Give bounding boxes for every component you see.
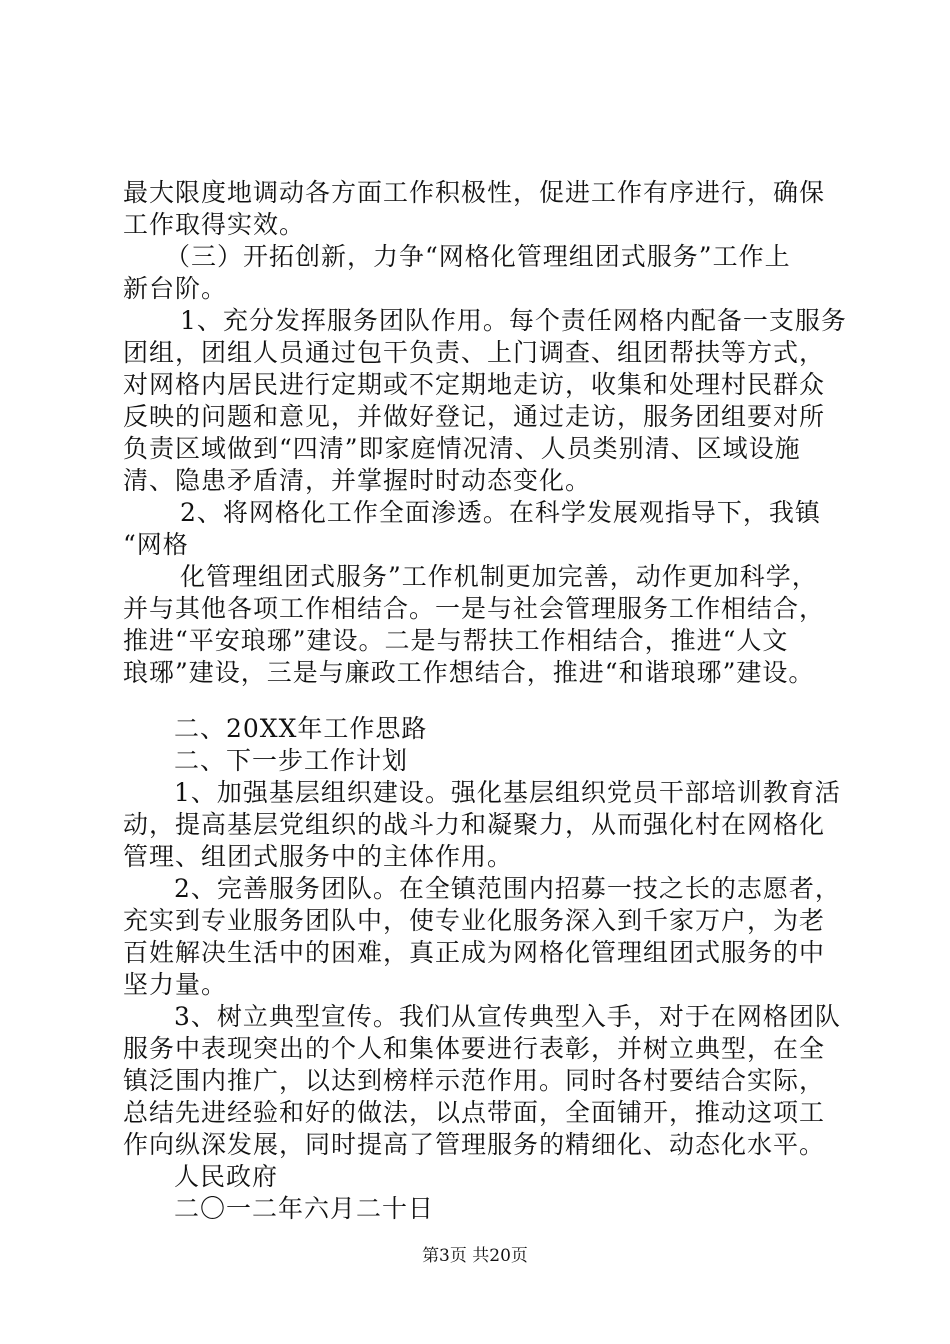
page-number-footer: 第3页 共20页	[422, 1246, 528, 1266]
body-text-line: 2、将网格化工作全面渗透。在科学发展观指导下，我镇	[180, 498, 821, 527]
body-text-line: 并与其他各项工作相结合。一是与社会管理服务工作相结合，	[123, 594, 826, 623]
body-text-line: 化管理组团式服务”工作机制更加完善，动作更加科学，	[180, 562, 818, 591]
body-text-line: “网格	[123, 530, 189, 559]
body-text-line: 总结先进经验和好的做法，以点带面，全面铺开，推动这项工	[123, 1098, 826, 1127]
signature-org: 人民政府	[174, 1162, 279, 1191]
body-text-line: 工作取得实效。	[123, 210, 306, 239]
section-heading-2: 二、20XX年工作思路	[174, 714, 428, 743]
body-text-line: 1、加强基层组织建设。强化基层组织党员干部培训教育活	[174, 778, 841, 807]
body-text-line: 服务中表现突出的个人和集体要进行表彰，并树立典型，在全	[123, 1034, 826, 1063]
body-text-line: 最大限度地调动各方面工作积极性，促进工作有序进行，确保	[123, 178, 826, 207]
body-text-line: 3、树立典型宣传。我们从宣传典型入手，对于在网格团队	[174, 1002, 841, 1031]
body-text-line: 1、充分发挥服务团队作用。每个责任网格内配备一支服务	[180, 306, 847, 335]
body-text-line: 清、隐患矛盾清，并掌握时时动态变化。	[123, 466, 592, 495]
body-text-line: 2、完善服务团队。在全镇范围内招募一技之长的志愿者，	[174, 874, 841, 903]
body-text-line: 反映的问题和意见，并做好登记，通过走访，服务团组要对所	[123, 402, 826, 431]
body-text-line: 新台阶。	[123, 274, 228, 303]
section-heading-2: 二、下一步工作计划	[174, 746, 409, 775]
body-text-line: 坚力量。	[123, 970, 228, 999]
signature-date: 二〇一二年六月二十日	[174, 1194, 435, 1223]
body-text-line: 团组，团组人员通过包干负责、上门调查、组团帮扶等方式，	[123, 338, 826, 367]
section-heading-3: （三）开拓创新，力争“网格化管理组团式服务”工作上	[165, 242, 791, 271]
body-text-line: 对网格内居民进行定期或不定期地走访，收集和处理村民群众	[123, 370, 826, 399]
body-text-line: 琅琊”建设，三是与廉政工作想结合，推进“和谐琅琊”建设。	[123, 658, 815, 687]
body-text-line: 管理、组团式服务中的主体作用。	[123, 842, 514, 871]
body-text-line: 动，提高基层党组织的战斗力和凝聚力，从而强化村在网格化	[123, 810, 826, 839]
body-text-line: 百姓解决生活中的困难，真正成为网格化管理组团式服务的中	[123, 938, 826, 967]
body-text-line: 推进“平安琅琊”建设。二是与帮扶工作相结合，推进“人文	[123, 626, 789, 655]
body-text-line: 镇泛围内推广，以达到榜样示范作用。同时各村要结合实际，	[123, 1066, 826, 1095]
body-text-line: 作向纵深发展，同时提高了管理服务的精细化、动态化水平。	[123, 1130, 826, 1159]
body-text-line: 负责区域做到“四清”即家庭情况清、人员类别清、区域设施	[123, 434, 801, 463]
body-text-line: 充实到专业服务团队中，使专业化服务深入到千家万户，为老	[123, 906, 826, 935]
